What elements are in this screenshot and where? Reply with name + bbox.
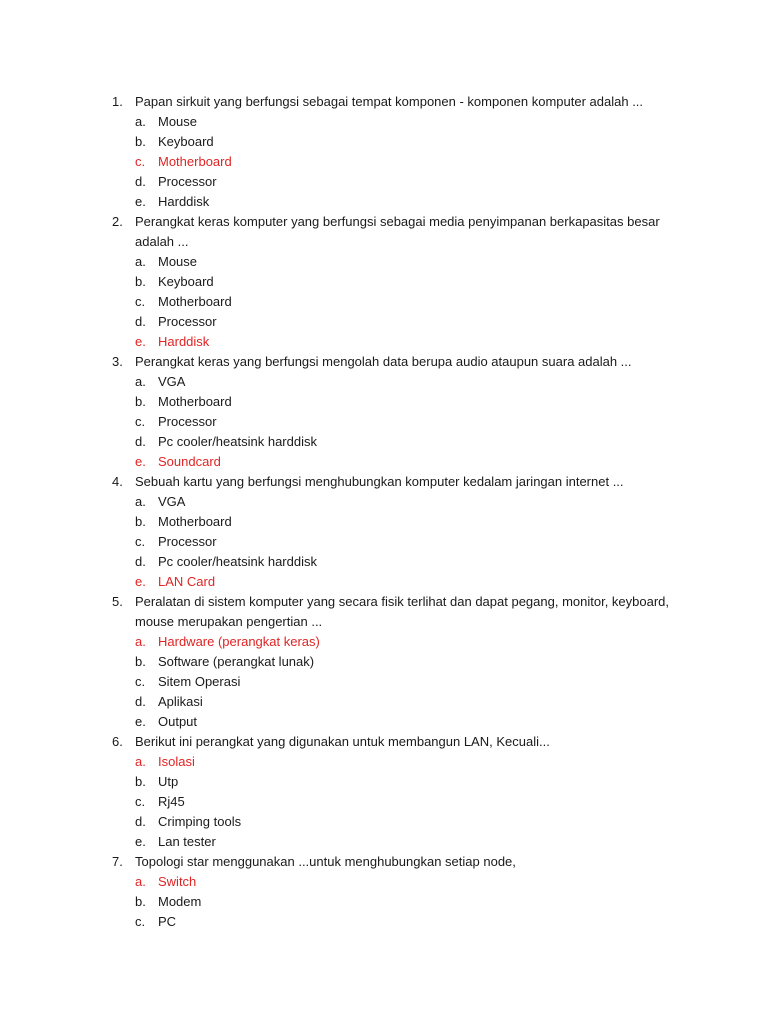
option-letter: b. <box>135 274 146 289</box>
question-number: 3. <box>112 354 123 369</box>
option-letter: a. <box>135 494 146 509</box>
option-text: Pc cooler/heatsink harddisk <box>158 434 317 449</box>
option-letter: e. <box>135 454 146 469</box>
answer-option <box>112 812 672 832</box>
question-row <box>112 92 672 112</box>
option-text: Keyboard <box>158 134 214 149</box>
option-text: Keyboard <box>158 274 214 289</box>
answer-option <box>112 112 672 132</box>
answer-option <box>112 792 672 812</box>
option-text: Aplikasi <box>158 694 203 709</box>
option-text: Motherboard <box>158 394 232 409</box>
answer-option <box>112 432 672 452</box>
answer-option <box>112 172 672 192</box>
question-row <box>112 732 672 752</box>
answer-option <box>112 692 672 712</box>
option-text: Motherboard <box>158 514 232 529</box>
answer-option-correct <box>112 332 672 352</box>
option-text: VGA <box>158 494 186 509</box>
option-text: Harddisk <box>158 334 210 349</box>
answer-option <box>112 412 672 432</box>
question-row <box>112 472 672 492</box>
option-letter: c. <box>135 674 146 689</box>
question-number: 7. <box>112 854 123 869</box>
quiz-list <box>112 92 672 932</box>
question-number: 1. <box>112 94 123 109</box>
option-text: Switch <box>158 874 197 889</box>
option-letter: c. <box>135 294 146 309</box>
option-letter: e. <box>135 834 146 849</box>
option-letter: d. <box>135 814 146 829</box>
question-item <box>112 212 672 352</box>
answer-option <box>112 672 672 692</box>
option-text: Modem <box>158 894 202 909</box>
answer-option <box>112 912 672 932</box>
answer-option-correct <box>112 572 672 592</box>
option-text: Pc cooler/heatsink harddisk <box>158 554 317 569</box>
option-text: Output <box>158 714 198 729</box>
option-letter: d. <box>135 694 146 709</box>
answer-option <box>112 292 672 312</box>
answer-option-correct <box>112 752 672 772</box>
option-text: Lan tester <box>158 834 216 849</box>
option-letter: d. <box>135 434 146 449</box>
answer-option <box>112 512 672 532</box>
answer-option <box>112 312 672 332</box>
option-text: Rj45 <box>158 794 185 809</box>
question-text: Berikut ini perangkat yang digunakan untuk membangun LAN, Kecuali... <box>135 734 550 749</box>
option-text: Processor <box>158 414 217 429</box>
question-text: Perangkat keras komputer yang berfungsi sebagai media penyimpanan berkapasitas besar adalah ... <box>135 214 660 249</box>
question-item <box>112 732 672 852</box>
option-letter: b. <box>135 394 146 409</box>
option-text: Isolasi <box>158 754 195 769</box>
option-letter: c. <box>135 534 146 549</box>
answer-option <box>112 372 672 392</box>
question-text: Perangkat keras yang berfungsi mengolah data berupa audio ataupun suara adalah ... <box>135 354 632 369</box>
option-text: Processor <box>158 534 217 549</box>
question-number: 5. <box>112 594 123 609</box>
question-text: Peralatan di sistem komputer yang secara fisik terlihat dan dapat pegang, monitor, keyboard, mouse merupakan pengertian ... <box>135 594 670 629</box>
option-text: Crimping tools <box>158 814 242 829</box>
option-letter: d. <box>135 314 146 329</box>
question-number: 4. <box>112 474 123 489</box>
option-letter: c. <box>135 914 146 929</box>
option-letter: b. <box>135 894 146 909</box>
option-letter: a. <box>135 254 146 269</box>
question-row <box>112 852 672 872</box>
question-row <box>112 352 672 372</box>
answer-option <box>112 772 672 792</box>
option-text: LAN Card <box>158 574 216 589</box>
answer-option <box>112 552 672 572</box>
question-text: Topologi star menggunakan ...untuk menghubungkan setiap node, <box>135 854 516 869</box>
question-text: Papan sirkuit yang berfungsi sebagai tempat komponen - komponen komputer adalah ... <box>135 94 644 109</box>
option-text: VGA <box>158 374 186 389</box>
answer-option <box>112 712 672 732</box>
option-text: Hardware (perangkat keras) <box>158 634 320 649</box>
option-letter: a. <box>135 754 146 769</box>
option-letter: a. <box>135 874 146 889</box>
question-number: 6. <box>112 734 123 749</box>
option-text: Soundcard <box>158 454 221 469</box>
option-letter: e. <box>135 194 146 209</box>
option-letter: d. <box>135 174 146 189</box>
option-letter: d. <box>135 554 146 569</box>
option-letter: c. <box>135 414 146 429</box>
option-text: Processor <box>158 314 217 329</box>
option-letter: b. <box>135 514 146 529</box>
question-item <box>112 592 672 732</box>
option-letter: a. <box>135 114 146 129</box>
answer-option <box>112 132 672 152</box>
option-letter: b. <box>135 654 146 669</box>
option-letter: e. <box>135 574 146 589</box>
option-letter: e. <box>135 334 146 349</box>
question-number: 2. <box>112 214 123 229</box>
option-text: Mouse <box>158 114 198 129</box>
option-text: Software (perangkat lunak) <box>158 654 315 669</box>
answer-option <box>112 272 672 292</box>
option-text: PC <box>158 914 177 929</box>
option-letter: e. <box>135 714 146 729</box>
answer-option <box>112 532 672 552</box>
answer-option-correct <box>112 632 672 652</box>
answer-option-correct <box>112 452 672 472</box>
answer-option <box>112 892 672 912</box>
answer-option <box>112 192 672 212</box>
answer-option-correct <box>112 872 672 892</box>
question-text: Sebuah kartu yang berfungsi menghubungkan komputer kedalam jaringan internet ... <box>135 474 624 489</box>
answer-option <box>112 392 672 412</box>
answer-option <box>112 492 672 512</box>
question-item <box>112 472 672 592</box>
option-letter: b. <box>135 774 146 789</box>
option-letter: c. <box>135 154 146 169</box>
question-item <box>112 352 672 472</box>
option-text: Harddisk <box>158 194 210 209</box>
option-text: Motherboard <box>158 294 232 309</box>
option-letter: c. <box>135 794 146 809</box>
option-text: Processor <box>158 174 217 189</box>
option-letter: a. <box>135 634 146 649</box>
option-text: Sitem Operasi <box>158 674 241 689</box>
answer-option-correct <box>112 152 672 172</box>
option-letter: a. <box>135 374 146 389</box>
question-row <box>112 592 672 632</box>
option-text: Motherboard <box>158 154 232 169</box>
answer-option <box>112 252 672 272</box>
question-row <box>112 212 672 252</box>
option-text: Utp <box>158 774 179 789</box>
question-item <box>112 852 672 932</box>
answer-option <box>112 652 672 672</box>
question-item <box>112 92 672 212</box>
answer-option <box>112 832 672 852</box>
option-letter: b. <box>135 134 146 149</box>
option-text: Mouse <box>158 254 198 269</box>
